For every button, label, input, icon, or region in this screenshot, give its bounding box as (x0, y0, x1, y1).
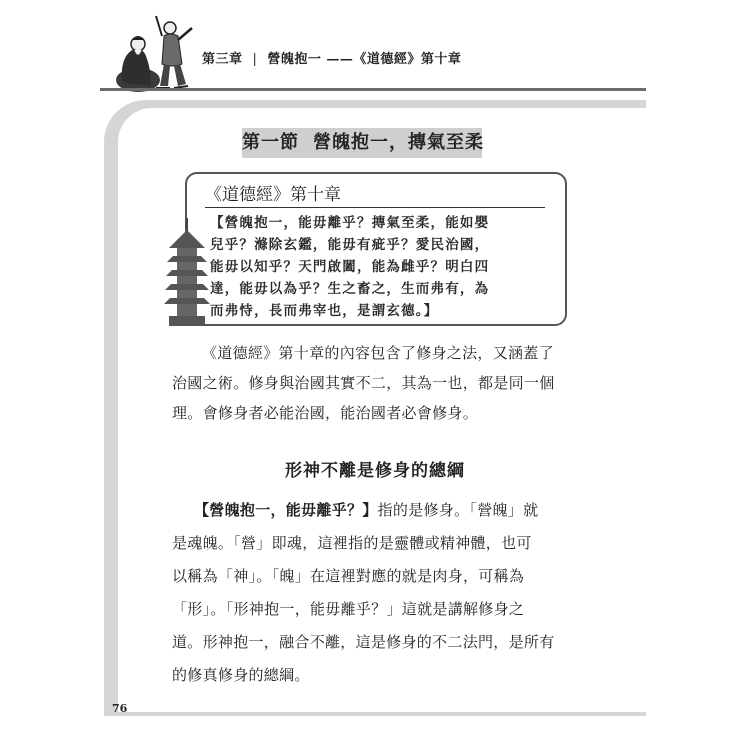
header-chapter-title: 營魄抱一 ——《道德經》第十章 (267, 52, 462, 67)
pagoda-icon (163, 218, 211, 328)
quote-line: 而弗恃，長而弗宰也，是謂玄德。】 (210, 303, 439, 319)
quoted-phrase: 【營魄抱一，能毋離乎？】 (194, 501, 378, 519)
page-number: 76 (112, 702, 128, 715)
paragraph-line (172, 338, 578, 368)
paragraph-line: 道。形神抱一，融合不離，這是修身的不二法門，是所有 (172, 633, 555, 651)
paragraph-line: 是魂魄。「營」即魂，這裡指的是靈體或精神體，也可 (172, 534, 532, 552)
paragraph-line: 理。會修身者必能治國，能治國者必會修身。 (172, 404, 479, 422)
header-text (202, 48, 461, 67)
paragraph-intro (172, 338, 578, 428)
quote-line: 【營魄抱一，能毋離乎？摶氣至柔，能如嬰 (210, 215, 490, 231)
quote-title: 《道德經》第十章 (205, 185, 341, 205)
header-chapter: 第三章 (202, 52, 243, 67)
section-number: 第一節 (242, 132, 299, 153)
paragraph-line (172, 494, 578, 527)
paragraph-line: 以稱為「神」。「魄」在這裡對應的就是肉身，可稱為 (172, 567, 525, 585)
quote-text (210, 212, 555, 322)
subsection-title: 形神不離是修身的總綱 (285, 461, 465, 481)
paragraph-line: 治國之術。修身與治國其實不二，其為一也，都是同一個 (172, 374, 555, 392)
quote-line: 能毋以知乎？天門啟闔，能為雌乎？明白四 (210, 259, 490, 275)
paragraph-body (172, 494, 578, 692)
section-title-text: 營魄抱一，摶氣至柔 (313, 132, 484, 153)
paragraph-line-text: 指的是修身。「營魄」就 (377, 501, 539, 519)
header-rule (100, 88, 646, 91)
two-sage-figures-icon (112, 10, 198, 94)
quote-line: 兒乎？滌除玄鑑，能毋有疵乎？愛民治國， (210, 237, 490, 253)
paragraph-line: 「形」。「形神抱一，能毋離乎？」這就是講解修身之 (172, 600, 525, 618)
header-separator: | (252, 52, 258, 67)
paragraph-line: 的修真修身的總綱。 (172, 666, 310, 684)
section-title (242, 128, 482, 158)
quote-line: 達，能毋以為乎？生之畜之，生而弗有，為 (210, 281, 490, 297)
paragraph-line-text: 《道德經》第十章的內容包含了修身之法，又涵蓋了 (202, 344, 554, 362)
quote-rule (205, 207, 545, 208)
